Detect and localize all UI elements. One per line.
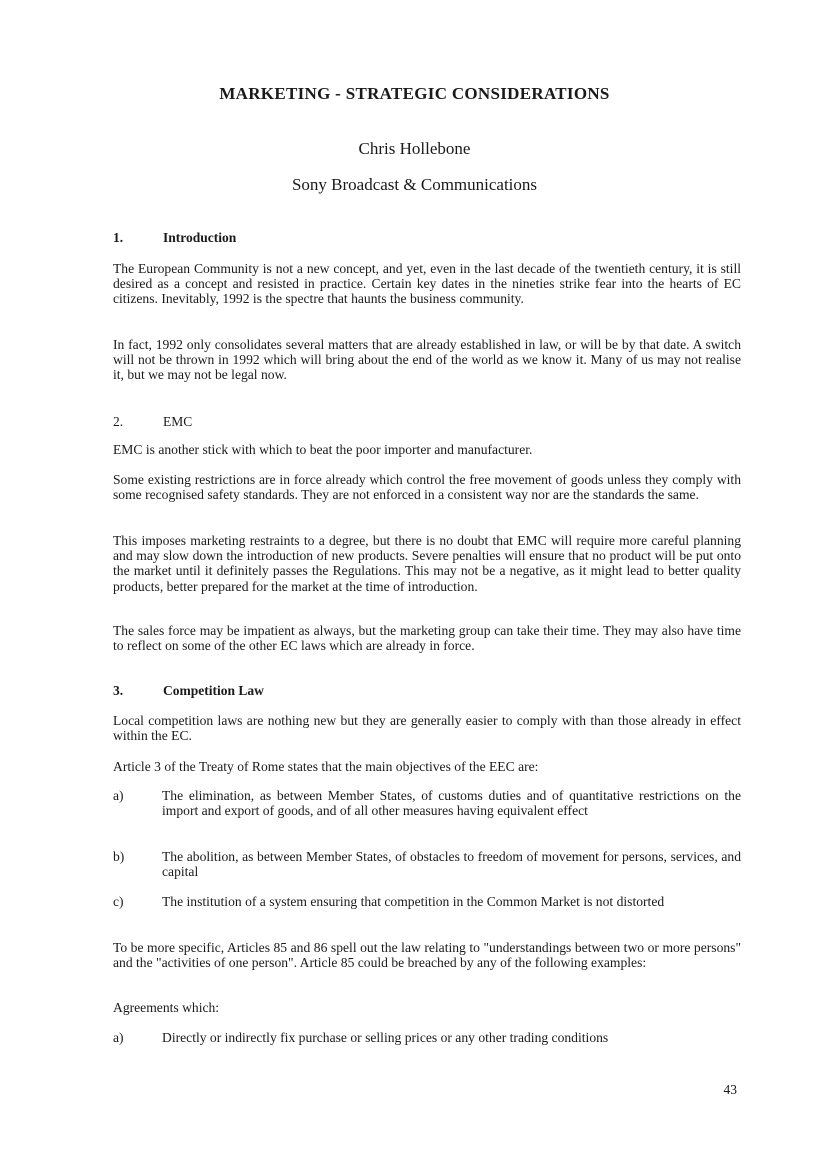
list-item-text: The elimination, as between Member States, of customs duties and of quantitative restrictions on the import and export of goods, and of all other measures having equivalent effect — [162, 788, 741, 819]
list-item-label: b) — [113, 849, 125, 864]
section-1-paragraph-2: In fact, 1992 only consolidates several matters that are already established in law, or will be by that date. A switch will not be thrown in 1992 which will bring about the end of the world as we know it. Many of us may not realise it, but we may not be legal now. — [113, 337, 741, 383]
page-number: 43 — [723, 1082, 737, 1097]
section-2-paragraph-1: EMC is another stick with which to beat the poor importer and manufacturer. — [113, 442, 533, 457]
section-1-title: Introduction — [163, 230, 237, 245]
author-name: Chris Hollebone — [358, 139, 471, 158]
list-item-text: The abolition, as between Member States, of obstacles to freedom of movement for persons, services, and capital — [162, 849, 741, 880]
section-3-paragraph-1: Local competition laws are nothing new but they are generally easier to comply with than those already in effect within the EC. — [113, 713, 741, 744]
section-3-number: 3. — [113, 683, 124, 698]
list-item-text: The institution of a system ensuring that competition in the Common Market is not distorted — [162, 894, 665, 909]
section-3-paragraph-4: Agreements which: — [113, 1000, 220, 1015]
list-item-label: a) — [113, 788, 124, 803]
section-3-paragraph-2: Article 3 of the Treaty of Rome states that the main objectives of the EEC are: — [113, 759, 539, 774]
section-3-title: Competition Law — [163, 683, 264, 698]
section-2-paragraph-4: The sales force may be impatient as always, but the marketing group can take their time. They may also have time to reflect on some of the other EC laws which are already in force. — [113, 623, 741, 654]
section-1-number: 1. — [113, 230, 124, 245]
page-title: MARKETING - STRATEGIC CONSIDERATIONS — [219, 84, 610, 103]
section-2-paragraph-3: This imposes marketing restraints to a degree, but there is no doubt that EMC will require more careful planning and may slow down the introduction of new products. Severe penalties will ensure that no product will be put onto the market until it definitely passes the Regulations. This may not be a negative, as it might lead to better quality products, better prepared for the market at the time of introduction. — [113, 533, 741, 594]
section-2-title: EMC — [163, 414, 193, 429]
section-3-paragraph-3: To be more specific, Articles 85 and 86 spell out the law relating to "understandings between two or more persons" and the "activities of one person". Article 85 could be breached by any of the following examples: — [113, 940, 741, 971]
section-2-paragraph-2: Some existing restrictions are in force already which control the free movement of goods unless they comply with some recognised safety standards. They are not enforced in a consistent way nor are the standards the same. — [113, 472, 741, 503]
section-2-number: 2. — [113, 414, 124, 429]
list-item-label: a) — [113, 1030, 124, 1045]
list-item-text: Directly or indirectly fix purchase or selling prices or any other trading conditions — [162, 1030, 609, 1045]
author-affiliation: Sony Broadcast & Communications — [291, 175, 538, 194]
list-item-label: c) — [113, 894, 124, 909]
section-1-paragraph-1: The European Community is not a new concept, and yet, even in the last decade of the twentieth century, it is still desired as a concept and resisted in practice. Certain key dates in the nineties strike fear into the hearts of EC citizens. Inevitably, 1992 is the spectre that haunts the business community. — [113, 261, 741, 307]
